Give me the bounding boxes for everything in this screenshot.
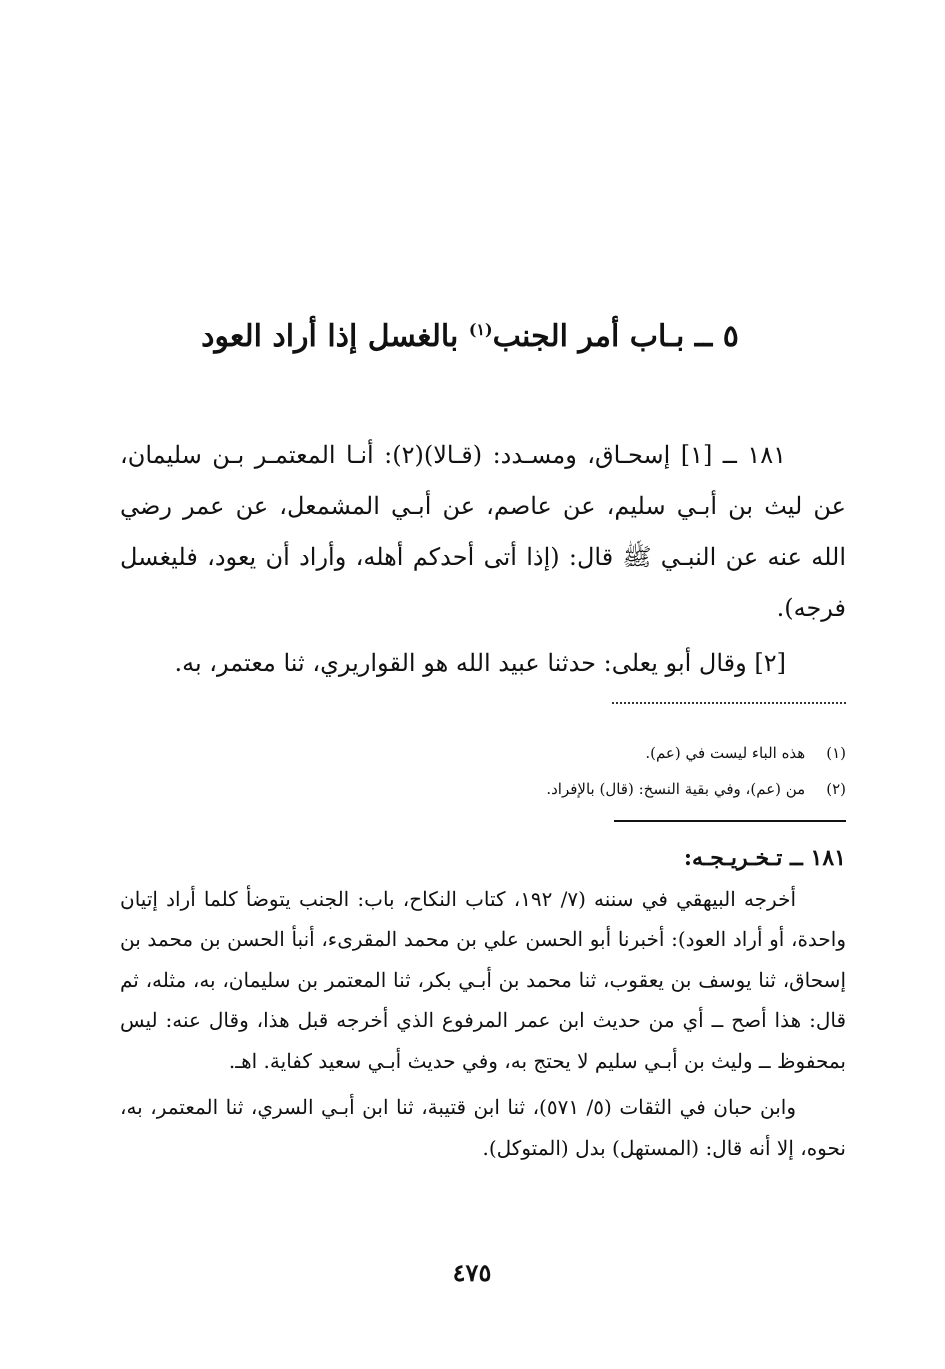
- footnote-text: من (عم)، وفي بقية النسخ: (قال) بالإفراد.: [546, 780, 806, 798]
- takhrij-section: [120, 838, 846, 1168]
- section-divider: [614, 820, 846, 822]
- chapter-title-start: ٥ ــ بـاب أمر الجنب: [492, 319, 739, 354]
- takhrij-heading: ١٨١ ــ تـخـريـجـه:: [683, 845, 846, 871]
- takhrij-paragraph-2: وابن حبان في الثقات (٥/ ٥٧١)، ثنا ابن قتيبة، ثنا ابن أبـي السري، ثنا المعتمر، به، نحوه، إلا أنه قال: (المستهل) بدل (المتوكل).: [120, 1095, 846, 1160]
- chapter-title-end: بالغسل إذا أراد العود: [201, 319, 469, 354]
- chapter-footnote-marker: (١): [468, 320, 493, 339]
- hadith-text: [120, 430, 846, 689]
- hadith-paragraph-1: ١٨١ ــ [١] إسحـاق، ومسـدد: (قـالا)(٢): أنـا المعتمـر بـن سليمان، عن ليث بن أبـي سليم، عن عاصم، عن أبـي المشمعل، عن عمر رضي الله عنه عن النبـي ﷺ قال: (إذا أتى أحدكم أهله، وأراد أن يعود، فليغسل فرجه).: [120, 441, 846, 622]
- footnote-number: (٢): [826, 780, 846, 798]
- footnote-number: (١): [826, 744, 846, 762]
- hadith-paragraph-2: [٢] وقال أبو يعلى: حدثنا عبيد الله هو القواريري، ثنا معتمر، به.: [174, 649, 786, 677]
- footnote-item: [200, 735, 846, 771]
- footnotes: [200, 735, 846, 807]
- takhrij-paragraph-1: أخرجه البيهقي في سننه (٧/ ١٩٢، كتاب النكاح، باب: الجنب يتوضأ كلما أراد إتيان واحدة، أو أراد العود): أخبرنا أبو الحسن علي بن محمد المقرىء، أنبأ الحسن بن محمد بن إسحاق، ثنا يوسف بن يعقوب، ثنا محمد بن أبـي بكر، ثنا المعتمر بن سليمان، به، مثله، ثم قال: هذا أصح ــ أي من حديث ابن عمر المرفوع الذي أخرجه قبل هذا، وقال عنه: ليس بمحفوظ ــ وليث بن أبـي سليم لا يحتج به، وفي حديث أبـي سعيد كفاية. اهـ.: [120, 886, 847, 1073]
- footnote-item: [200, 771, 846, 807]
- footnote-text: هذه الباء ليست في (عم).: [645, 744, 806, 762]
- page-number: ٤٧٥: [452, 1258, 492, 1287]
- chapter-heading: [120, 300, 820, 367]
- footnote-separator: [612, 702, 846, 704]
